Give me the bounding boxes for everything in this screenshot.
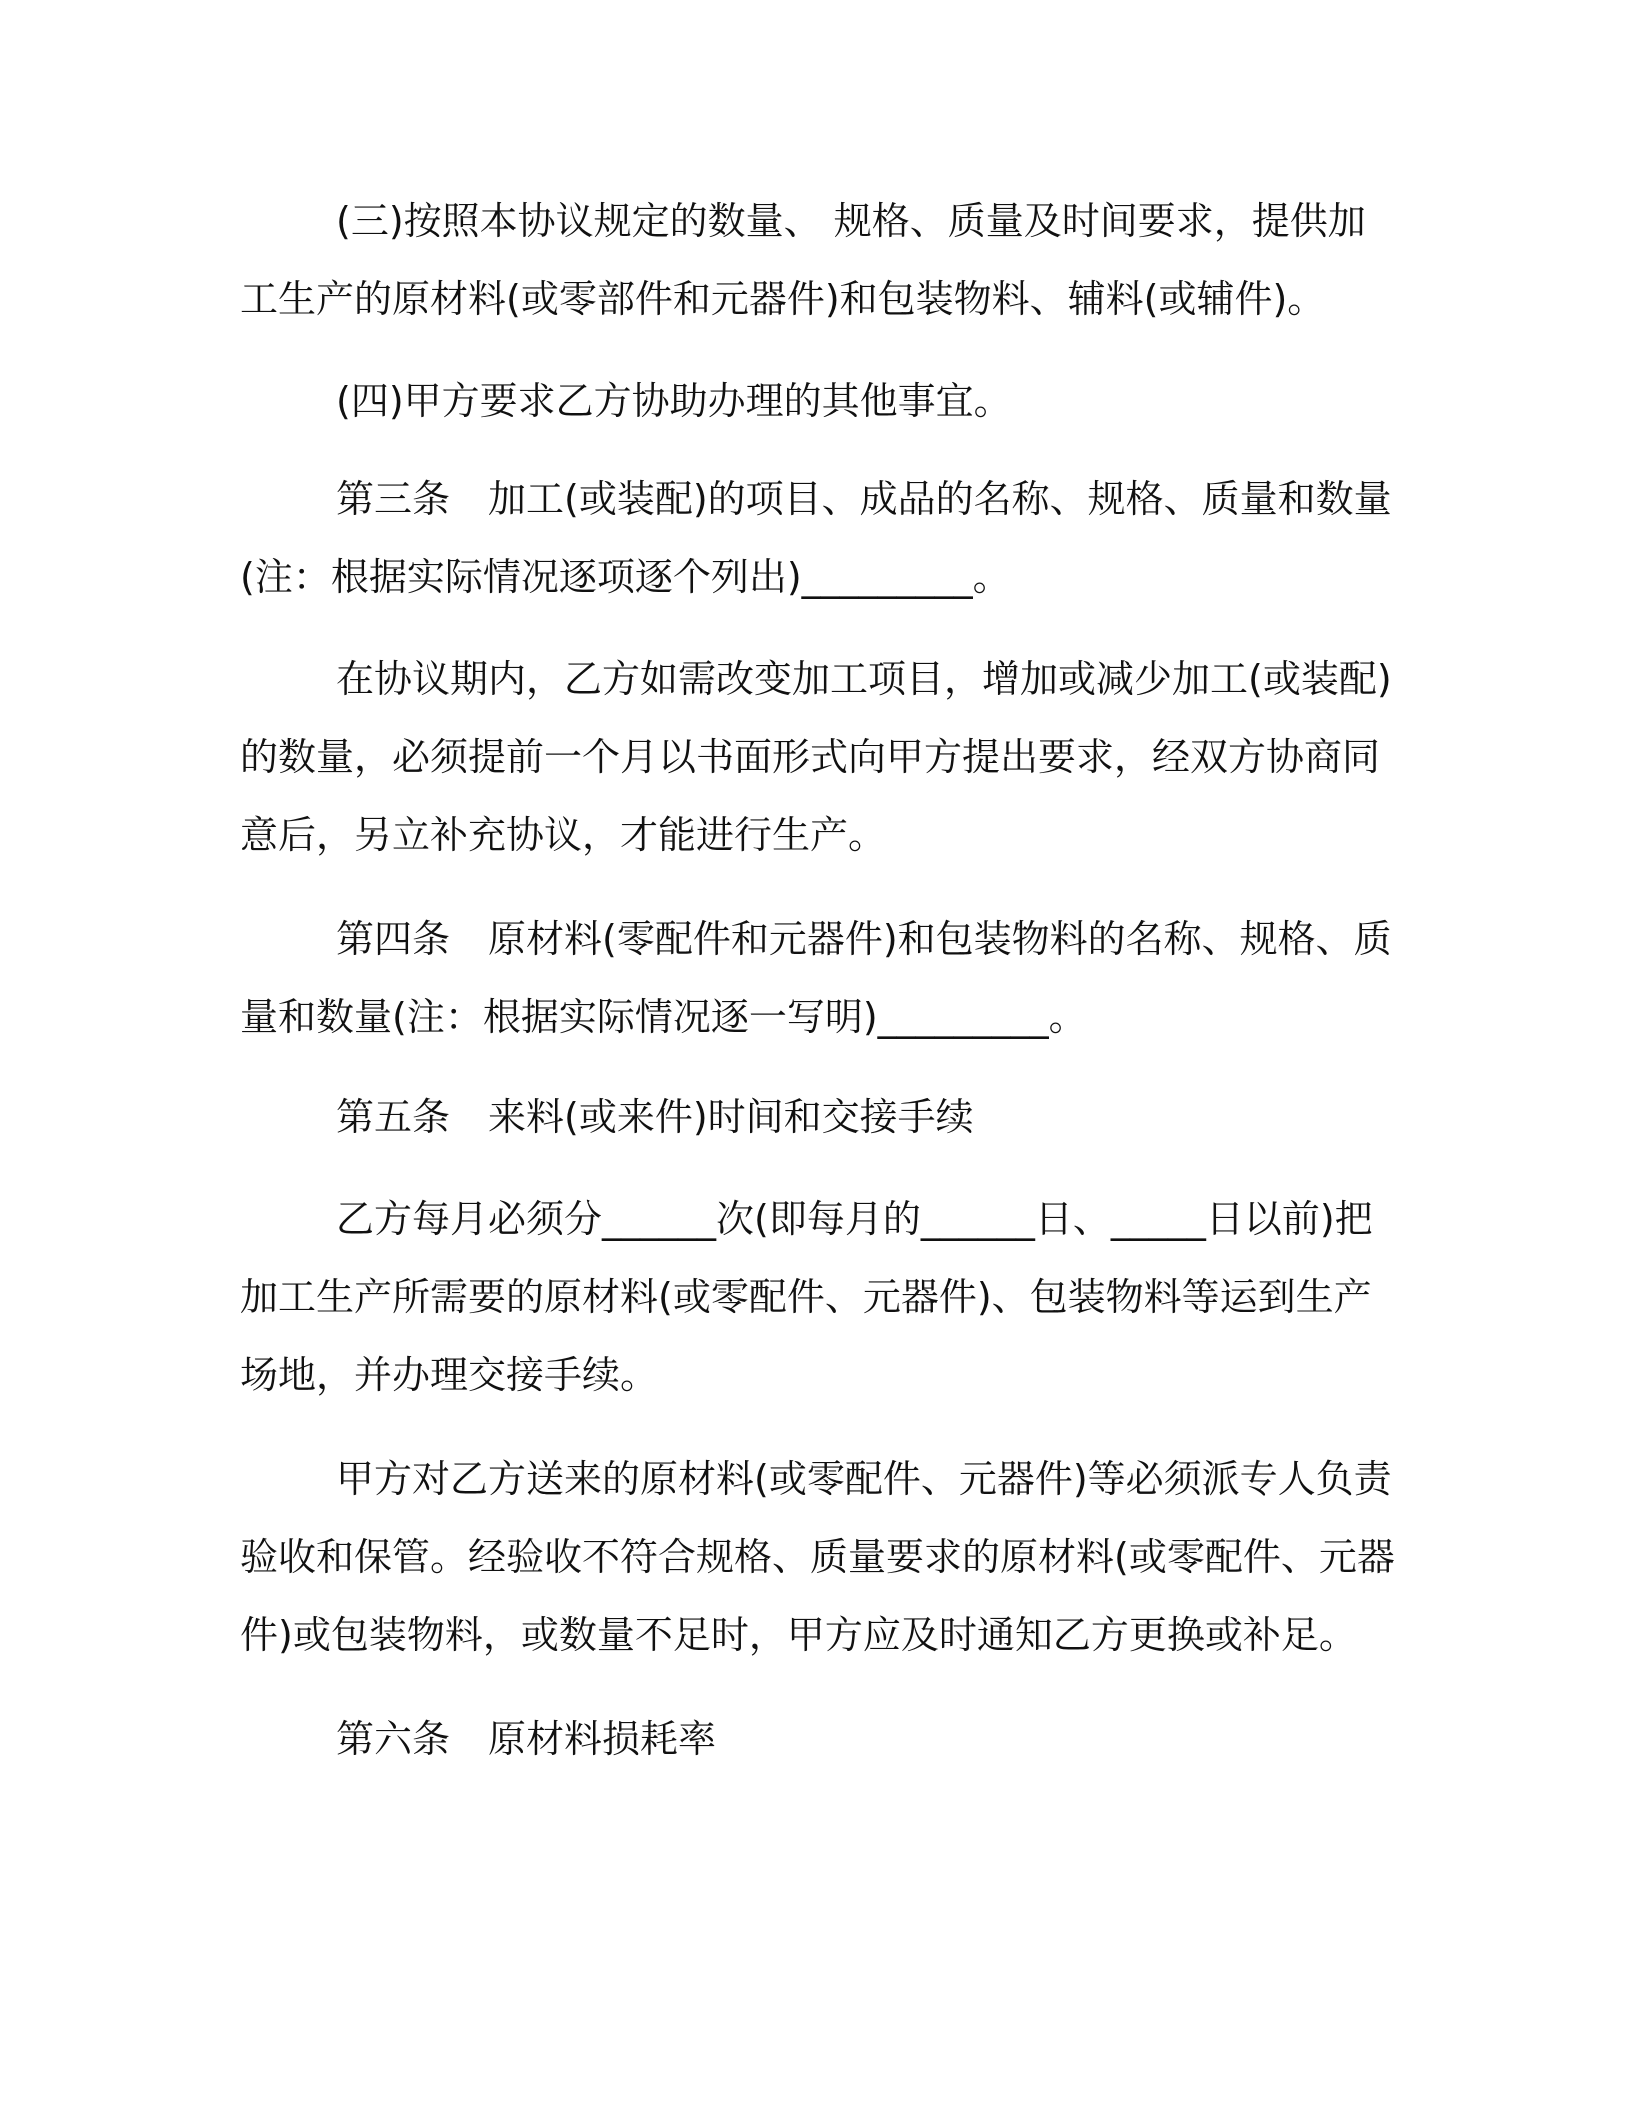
paragraph-item-3: (三)按照本协议规定的数量、 规格、质量及时间要求，提供加工生产的原材料(或零部件和元器件)和包装物料、辅料(或辅件)。	[240, 199, 1366, 321]
paragraph-item-4: (四)甲方要求乙方协助办理的其他事宜。	[336, 379, 1012, 423]
article-6-heading: 第六条 原材料损耗率	[336, 1717, 717, 1761]
delivery-schedule-paragraph: 乙方每月必须分______次(即每月的______日、_____日以前)把加工生产所需要的原材料(或零配件、元器件)、包装物料等运到生产场地，并办理交接手续。	[240, 1197, 1373, 1397]
inspection-paragraph: 甲方对乙方送来的原材料(或零配件、元器件)等必须派专人负责验收和保管。经验收不符合规格、质量要求的原材料(或零配件、元器件)或包装物料，或数量不足时，甲方应及时通知乙方更换或补足。	[240, 1457, 1395, 1657]
article-3-paragraph: 第三条 加工(或装配)的项目、成品的名称、规格、质量和数量(注：根据实际情况逐项逐个列出)_________。	[240, 477, 1392, 599]
article-5-heading: 第五条 来料(或来件)时间和交接手续	[336, 1095, 974, 1139]
change-processing-paragraph: 在协议期内，乙方如需改变加工项目，增加或减少加工(或装配)的数量，必须提前一个月以书面形式向甲方提出要求，经双方协商同意后，另立补充协议，才能进行生产。	[240, 657, 1392, 857]
article-4-paragraph: 第四条 原材料(零配件和元器件)和包装物料的名称、规格、质量和数量(注：根据实际情况逐一写明)_________。	[240, 917, 1392, 1039]
